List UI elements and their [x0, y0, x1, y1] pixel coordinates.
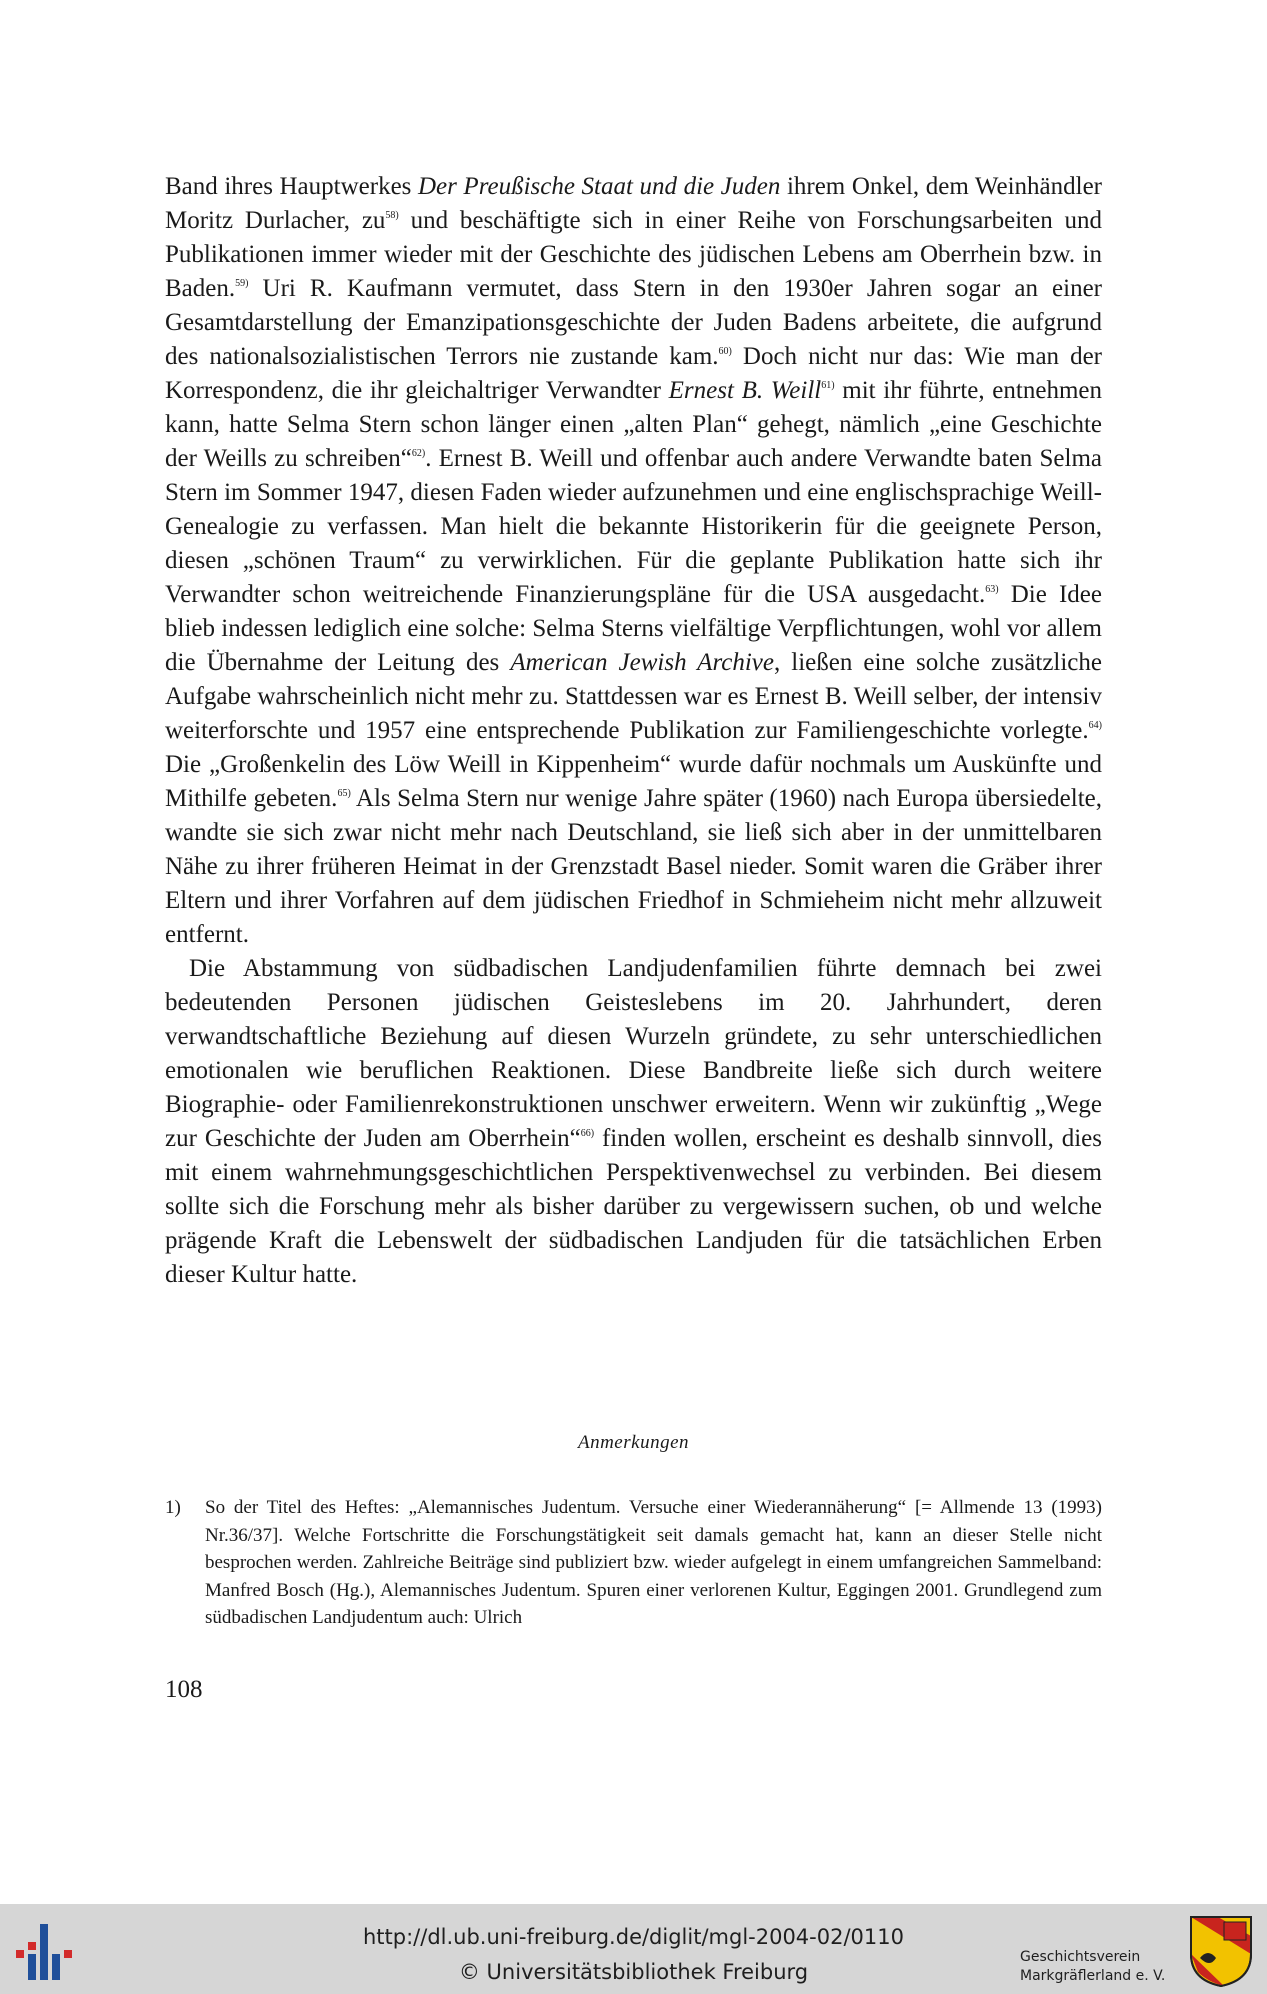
coat-of-arms-icon	[1188, 1914, 1254, 1988]
text-run: mit ihr führte, entnehmen kann, hatte Selma Stern schon länger einen „alten Plan“ gehegt, nämlich „eine Geschichte der Weills zu schreiben“	[165, 377, 1102, 472]
page-number: 108	[165, 1676, 203, 1703]
footnote-1	[165, 1494, 1102, 1632]
text-run: Die Abstammung von südbadischen Landjudenfamilien führte demnach bei zwei bedeutenden Personen jüdischen Geisteslebens im 20. Jahrhundert, deren verwandtschaftliche Beziehung auf diesen Wurzeln gründete, zu sehr unterschiedlichen emotionalen wie beruflichen Reaktionen. Diese Bandbreite ließe sich durch weitere Biographie- oder Familienrekonstruktionen unschwer erweitern. Wenn wir zukünftig „Wege zur Geschichte der Juden am Oberrhein“	[165, 955, 1102, 1152]
footnote-ref: 62)	[411, 448, 426, 459]
body-text	[165, 170, 1102, 1292]
footnote-ref: 61)	[821, 380, 835, 391]
permalink-url[interactable]: http://dl.ub.uni-freiburg.de/diglit/mgl-2004-02/0110	[362, 1925, 904, 1949]
copyright-notice: © Universitätsbibliothek Freiburg	[458, 1960, 809, 1984]
text-run: Uri R. Kaufmann vermutet, dass Stern in den 1930er Jahren sogar an einer Gesamtdarstellung der Emanzipationsgeschichte der Juden Badens arbeitete, die aufgrund des nationalsozialistischen Terrors nie zustande kam.	[165, 275, 1102, 370]
text-run: Die „Großenkelin des Löw Weill in Kippenheim“ wurde dafür nochmals um Auskünfte und Mithilfe gebeten.	[165, 751, 1102, 812]
paragraph	[165, 170, 1102, 952]
text-run: Band ihres Hauptwerkes	[165, 173, 418, 200]
notes-heading: Anmerkungen	[577, 1432, 690, 1453]
footnote-ref: 59)	[235, 278, 249, 289]
viewer-footer	[0, 1904, 1267, 1994]
text-run: finden wollen, erscheint es deshalb sinnvoll, dies mit einem wahrnehmungsgeschichtlichen Perspektivenwechsel zu verbinden. Bei diesem sollte sich die Forschung mehr als bisher darüber zu vergewissern suchen, ob und welche prägende Kraft die Lebenswelt der südbadischen Landjuden für die tatsächlichen Erben dieser Kultur hatte.	[165, 1125, 1102, 1288]
text-run: und beschäftigte sich in einer Reihe von Forschungsarbeiten und Publikationen immer wieder mit der Geschichte des jüdischen Lebens am Oberrhein bzw. in Baden.	[165, 207, 1102, 302]
society-name-line2: Markgräflerland e. V.	[1020, 1968, 1166, 1984]
italic-text: Der Preußische Staat und die Juden	[417, 173, 781, 200]
paragraph	[165, 952, 1102, 1292]
text-run: , ließen eine solche zusätzliche Aufgabe wahrscheinlich nicht mehr zu. Stattdessen war es Ernest B. Weill selber, der intensiv weiterforschte und 1957 eine entsprechende Publikation zur Familiengeschichte vorlegte.	[165, 649, 1102, 744]
footnote-ref: 58)	[385, 210, 399, 221]
italic-text: American Jewish Archive	[510, 649, 774, 676]
society-name	[1020, 1948, 1165, 1986]
text-run: Doch nicht nur das: Wie man der Korrespondenz, die ihr gleichaltriger Verwandter	[165, 343, 1102, 404]
footnote-ref: 64)	[1088, 720, 1102, 731]
footnote-ref: 65)	[337, 788, 351, 799]
footnote-ref: 63)	[985, 584, 999, 595]
text-run: Als Selma Stern nur wenige Jahre später (1960) nach Europa übersiedelte, wandte sie sich zwar nicht mehr nach Deutschland, sie ließ sich aber in der unmittelbaren Nähe zu ihrer früheren Heimat in der Grenzstadt Basel nieder. Somit waren die Gräber ihrer Eltern und ihrer Vorfahren auf dem jüdischen Friedhof in Schmieheim nicht mehr allzuweit entfernt.	[165, 785, 1102, 948]
text-run: ihrem Onkel, dem Weinhändler Moritz Durlacher, zu	[165, 173, 1103, 234]
footnote-ref: 66)	[580, 1128, 595, 1139]
text-run: Die Idee blieb indessen lediglich eine solche: Selma Sterns vielfältige Verpflichtungen, wohl vor allem die Übernahme der Leitung des	[165, 581, 1102, 676]
footnote-text: So der Titel des Heftes: „Alemannisches Judentum. Versuche einer Wiederannäherung“ [= Allmende 13 (1993) Nr.36/37]. Welche Fortschritte die Forschungstätigkeit seit damals gemacht hat, kann an dieser Stelle nicht besprochen werden. Zahlreiche Beiträge sind publiziert bzw. wieder aufgelegt in einem umfangreichen Sammelband: Manfred Bosch (Hg.), Alemannisches Judentum. Spuren einer verlorenen Kultur, Eggingen 2001. Grundlegend zum südbadischen Landjudentum auch: Ulrich	[205, 1497, 1102, 1628]
text-run: . Ernest B. Weill und offenbar auch andere Verwandte baten Selma Stern im Sommer 1947, diesen Faden wieder aufzunehmen und eine englischsprachige Weill-Genealogie zu verfassen. Man hielt die bekannte Historikerin für die geeignete Person, diesen „schönen Traum“ zu verwirklichen. Für die geplante Publikation hatte sich ihr Verwandter schon weitreichende Finanzierungspläne für die USA ausgedacht.	[165, 445, 1102, 608]
society-name-line1: Geschichtsverein	[1020, 1949, 1141, 1965]
italic-text: Ernest B. Weill	[668, 377, 822, 404]
footnote-ref: 60)	[718, 346, 732, 357]
footnote-number: 1)	[165, 1497, 181, 1518]
